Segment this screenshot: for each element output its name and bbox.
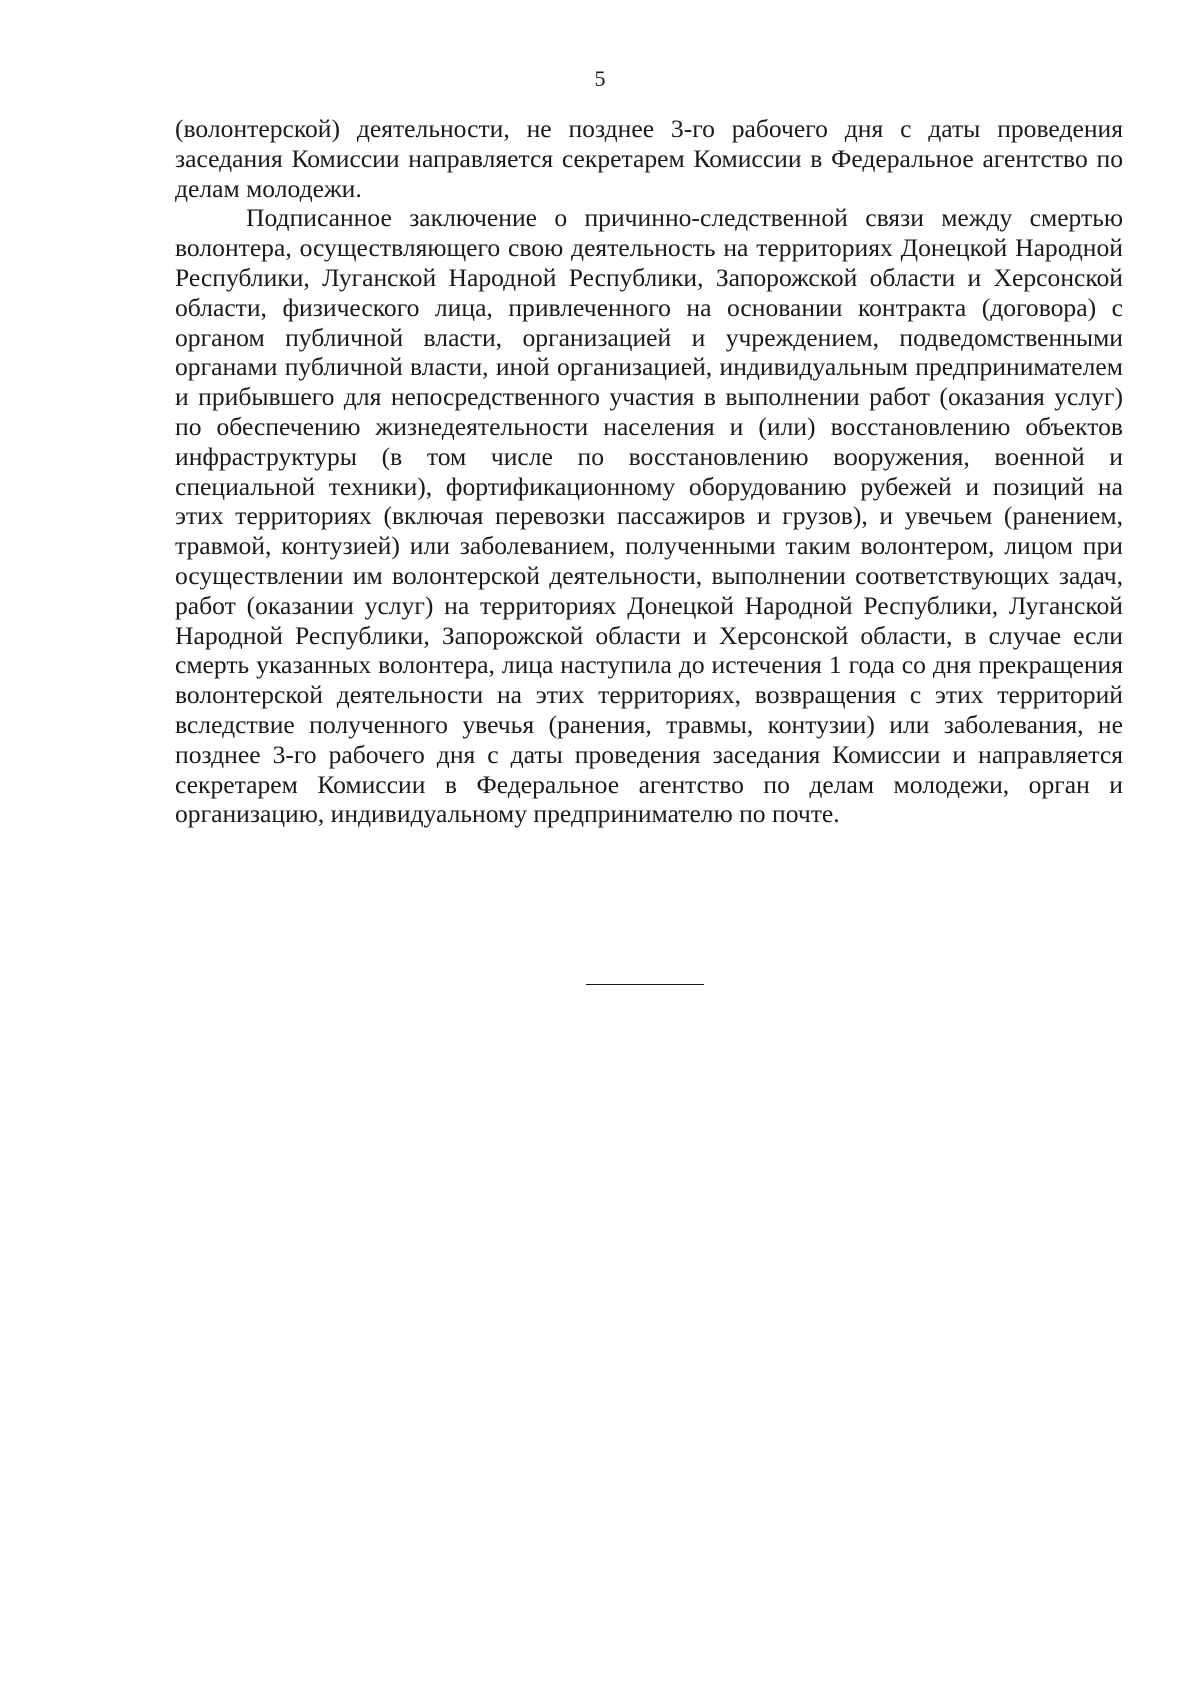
page-number: 5 [594, 66, 606, 91]
document-body [175, 114, 1123, 829]
paragraph-signed-conclusion: Подписанное заключение о причинно-следственной связи между смертью волонтера, осуществляющего свою деятельность на территориях Донецкой Народной Республики, Луганской Народной Республики, Запорожской области и Херсонской области, физического лица, привлеченного на основании контракта (договора) с органом публичной власти, организацией и учреждением, подведомственными органами публичной власти, иной организацией, индивидуальным предпринимателем и прибывшего для непосредственного участия в выполнении работ (оказания услуг) по обеспечению жизнедеятельности населения и (или) восстановлению объектов инфраструктуры (в том числе по восстановлению вооружения, военной и специальной техники), фортификационному оборудованию рубежей и позиций на этих территориях (включая перевозки пассажиров и грузов), и увечьем (ранением, травмой, контузией) или заболеванием, полученными таким волонтером, лицом при осуществлении им волонтерской деятельности, выполнении соответствующих задач, работ (оказании услуг) на территориях Донецкой Народной Республики, Луганской Народной Республики, Запорожской области и Херсонской области, в случае если смерть указанных волонтера, лица наступила до истечения 1 года со дня прекращения волонтерской деятельности на этих территориях, возвращения с этих территорий вследствие полученного увечья (ранения, травмы, контузии) или заболевания, не позднее 3-го рабочего дня с даты проведения заседания Комиссии и направляется секретарем Комиссии в Федеральное агентство по делам молодежи, орган и организацию, индивидуальному предпринимателю по почте. [175, 203, 1123, 829]
paragraph-continuation: (волонтерской) деятельности, не позднее 3-го рабочего дня с даты проведения заседания Комиссии направляется секретарем Комиссии в Федеральное агентство по делам молодежи. [175, 114, 1123, 203]
document-end-rule [586, 984, 704, 985]
